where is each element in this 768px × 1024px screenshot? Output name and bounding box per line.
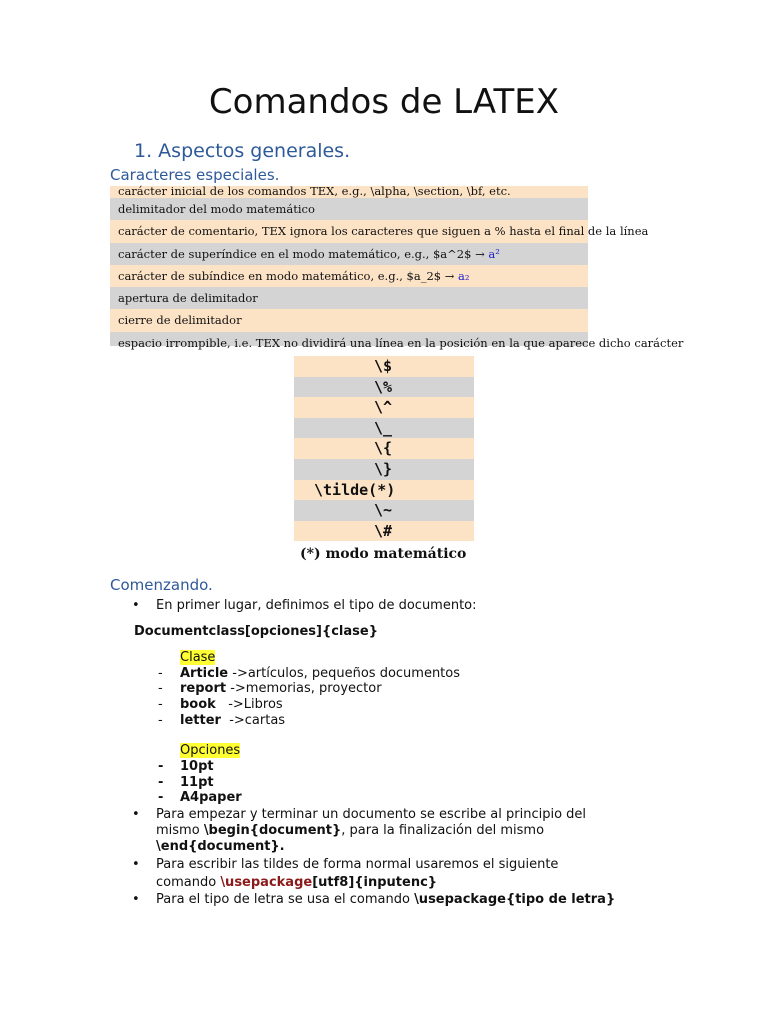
table-row: \^: [294, 397, 474, 418]
text: mismo: [156, 823, 204, 838]
list-item: - A4paper: [180, 790, 242, 806]
list-item: [180, 681, 382, 697]
list-item: [156, 892, 615, 908]
table-note: (*) modo matemático: [294, 541, 474, 565]
description: ->artículos, pequeños documentos: [228, 666, 461, 681]
text: [156, 875, 558, 891]
text: En primer lugar, definimos el tipo de documento:: [156, 598, 477, 613]
table-row: \~: [294, 500, 474, 521]
list-item: [180, 713, 285, 729]
term: letter: [180, 713, 221, 728]
subscript-result: a₂: [458, 268, 470, 283]
text: • Para escribir las tildes de forma normal usaremos el siguiente: [156, 857, 559, 872]
command: \begin{document}: [203, 823, 342, 838]
table-row: [110, 186, 588, 198]
table-row: [110, 243, 588, 265]
list-item: [180, 697, 283, 713]
table-row: [110, 220, 649, 242]
superscript-result: a²: [488, 246, 500, 261]
description: ->cartas: [220, 713, 286, 728]
list-item: [156, 807, 586, 855]
table-row: \#: [294, 521, 474, 542]
page-title: Comandos de LATEX: [208, 82, 560, 122]
table-row: \}: [294, 459, 474, 480]
description: ->memorias, proyector: [226, 681, 382, 696]
text: Para el tipo de letra se usa el comando: [156, 892, 415, 907]
table-row: \{: [294, 438, 474, 459]
term: book: [180, 697, 216, 712]
description: ->Libros: [215, 697, 283, 712]
table-row: \_: [294, 418, 474, 439]
subheading-caracteres: Caracteres especiales.: [110, 166, 280, 184]
list-item: [156, 598, 477, 614]
text: • Para empezar y terminar un documento se escribe al principio del: [156, 807, 587, 822]
table-row: [110, 265, 588, 287]
command: [utf8]{inputenc}: [312, 875, 438, 890]
table-row: \$: [294, 356, 474, 377]
list-item: - 10pt: [180, 759, 214, 775]
table-row: \%: [294, 377, 474, 398]
section-heading: 1. Aspectos generales.: [134, 140, 351, 162]
term: report: [180, 681, 227, 696]
table-cell: carácter de superíndice en el modo matemático, e.g., $a^2$ →: [118, 246, 485, 261]
highlight: Clase: [180, 650, 216, 665]
table-cell: apertura de delimitador: [118, 291, 258, 306]
command: \usepackage: [220, 875, 313, 890]
list-item: - 11pt: [180, 775, 214, 791]
table-row: [110, 198, 588, 220]
table-cell: cierre de delimitador: [118, 313, 242, 328]
table-cell: carácter inicial de los comandos TEX, e.g., \alpha, \section, \bf, etc.: [118, 184, 511, 198]
table-cell: carácter de subíndice en modo matemático, e.g., $a_2$ →: [118, 268, 455, 283]
escape-commands-table: [294, 356, 474, 566]
documentclass-command: Documentclass[opciones]{clase}: [134, 624, 378, 639]
command: \usepackage{tipo de letra}: [414, 892, 616, 907]
table-cell: carácter de comentario, TEX ignora los caracteres que siguen a % hasta el final de la línea: [118, 224, 649, 239]
list-item: [156, 857, 558, 891]
table-row: \tilde(*): [294, 480, 474, 501]
text: comando: [156, 875, 221, 890]
table-row: [110, 309, 588, 331]
command: \end{document}.: [156, 839, 285, 854]
table-cell: espacio irrompible, i.e. TEX no dividirá una línea en la posición en la que aparece dicho carácter: [118, 335, 684, 350]
term: Article: [180, 666, 229, 681]
table-cell: delimitador del modo matemático: [118, 202, 315, 216]
text: [156, 823, 586, 839]
opciones-label: [180, 743, 240, 759]
table-row: [110, 332, 684, 350]
list-item: [180, 666, 460, 682]
special-characters-table: [110, 184, 684, 350]
subheading-comenzando: Comenzando.: [110, 576, 213, 594]
table-row: [110, 287, 588, 309]
highlight: Opciones: [180, 743, 241, 758]
clase-label: [180, 650, 215, 666]
text: , para la finalización del mismo: [341, 823, 545, 838]
